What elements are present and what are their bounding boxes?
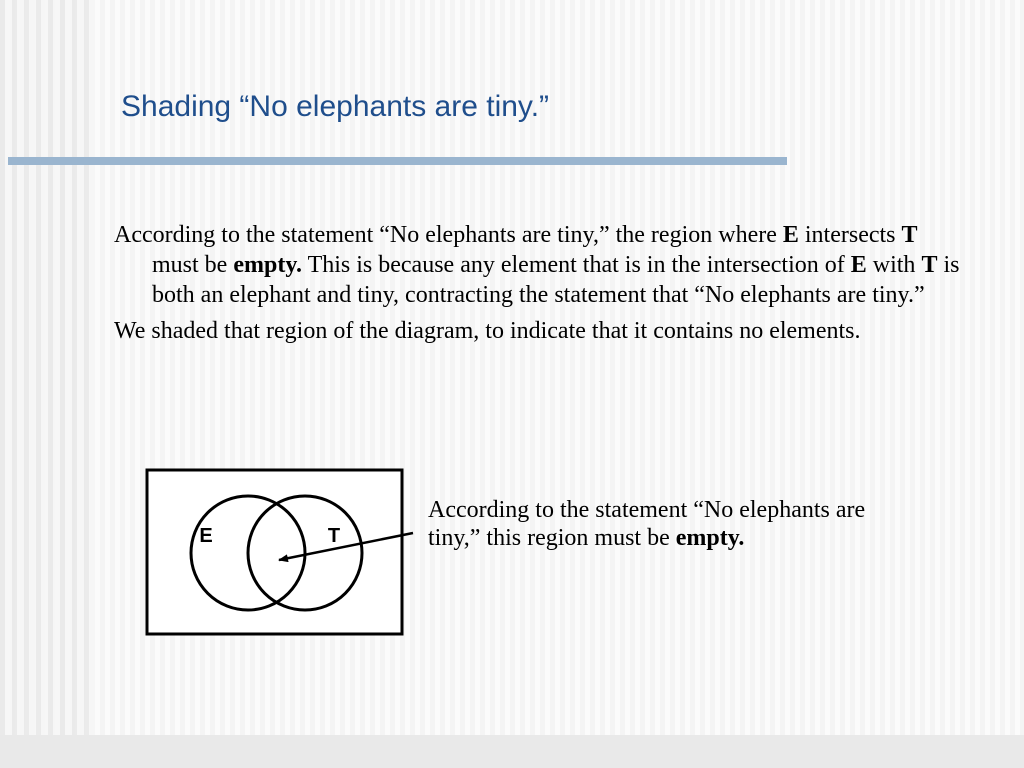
- paragraph-shading: We shaded that region of the diagram, to indicate that it contains no elements.: [114, 318, 861, 344]
- para1-bold-t: T: [901, 222, 918, 248]
- caption-text: According to the statement “No elephants are tiny,” this region must be: [428, 497, 866, 551]
- universe-rectangle: [147, 470, 402, 634]
- para1-text-6: is both an elephant and tiny, contracting the statement that “No elephants are tiny.”: [152, 252, 960, 308]
- label-t: T: [327, 525, 341, 547]
- para1-bold-t-2: T: [921, 252, 938, 278]
- para1-text-3: must be: [152, 252, 234, 278]
- slide-title: Shading “No elephants are tiny.”: [121, 90, 550, 123]
- para1-text-4: This is because any element that is in the intersection of: [302, 252, 851, 278]
- label-e: E: [199, 525, 213, 547]
- caption-bold-empty: empty.: [675, 525, 745, 551]
- para1-bold-e: E: [782, 222, 799, 248]
- para1-text-5: with: [866, 252, 922, 278]
- para1-text-1: According to the statement “No elephants are tiny,” the region where: [114, 222, 783, 248]
- para1-bold-e-2: E: [850, 252, 867, 278]
- para1-text-2: intersects: [798, 222, 902, 248]
- diagram-caption: [428, 496, 878, 552]
- para1-bold-empty: empty.: [233, 252, 302, 278]
